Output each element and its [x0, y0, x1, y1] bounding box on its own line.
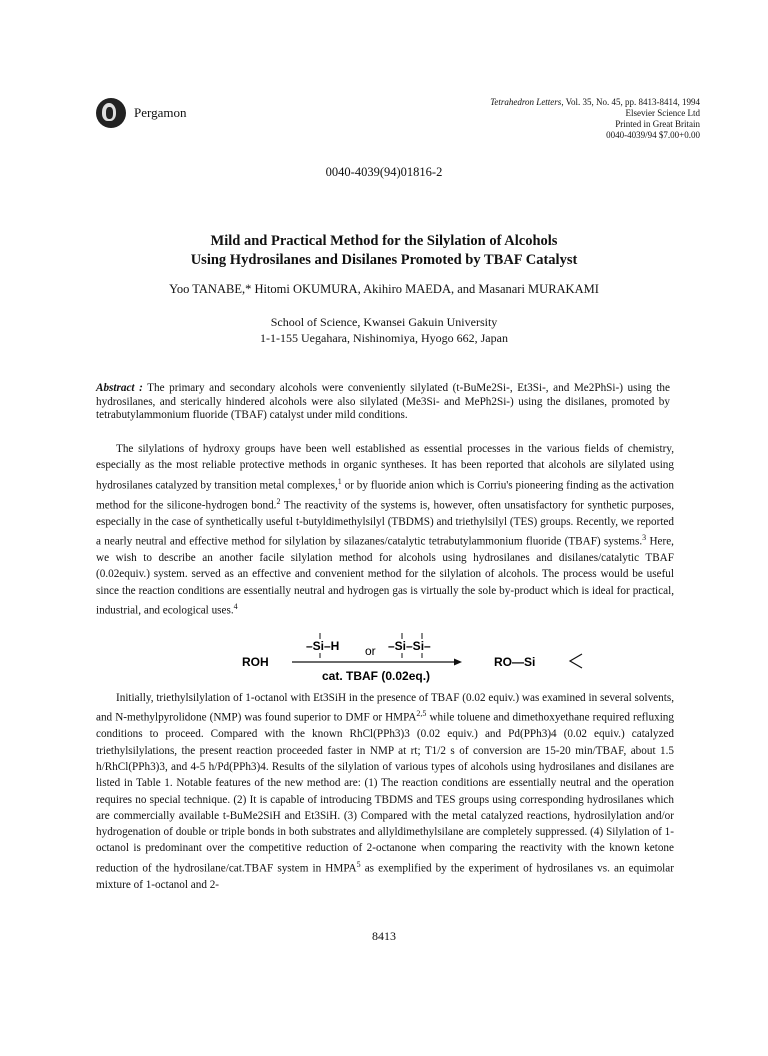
- publisher-block: [96, 98, 186, 128]
- substituent-bonds-icon: [570, 654, 582, 668]
- title-line-1: Mild and Practical Method for the Silylation of Alcohols: [210, 233, 558, 249]
- disilane-label: –Si–Si–: [388, 639, 431, 653]
- body-paragraph-1: The silylations of hydroxy groups have been well established as essential processes in the various fields of chemistry, especially as the most reliable protective methods in organic syntheses. It has been reported that alcohols are silylated using hydrosilanes catalyzed by transition metal complexes,$^1$ or by fluoride anion which is Corriu's pioneering finding as the activation method for the silicone-hydrogen bond.$^2$ The reactivity of the systems is, however, often unsatisfactory for synthetic purposes, especially in the case of synthetically useful t-butyldimethylsilyl (TBDMS) and triethylsilyl (TES) groups. Recently, we reported a nearly neutral and effective method for silylation by silazanes/catalytic tetrabutylammonium fluoride (TBAF) systems.$^3$ Here, we wish to describe an another facile silylation method for alcohols using hydrosilanes and disilanes/catalytic TBAF (0.02equiv.) system. served as an effective and convenient method for the silylation of alcohols. The process would be useful since the reaction conditions are essentially neutral and hydrogen gas is virtually the sole by-product which is ideal for practical, industrial, and ecological uses.$^4$: [96, 443, 674, 617]
- reference-mark: 5: [356, 859, 361, 869]
- abstract: [96, 382, 670, 423]
- citation-block: [490, 97, 700, 141]
- catalyst-label: cat. TBAF (0.02eq.): [322, 669, 431, 683]
- publisher-name: Pergamon: [134, 105, 187, 120]
- hydrosilane-label: –Si–H: [306, 639, 340, 653]
- arrowhead-icon: [454, 659, 462, 666]
- product-label: RO—Si: [494, 655, 536, 669]
- title-line-2: Using Hydrosilanes and Disilanes Promoted by TBAF Catalyst: [190, 252, 578, 268]
- affiliation: [60, 314, 708, 346]
- page-number: 8413: [372, 929, 396, 943]
- article-code: 0040-4039(94)01816-2: [325, 165, 443, 179]
- reference-mark: 2,5: [416, 709, 427, 719]
- author-list: Yoo TANABE,* Hitomi OKUMURA, Akihiro MAEDA, and Masanari MURAKAMI: [169, 282, 599, 296]
- paper-title: [60, 232, 708, 270]
- reaction-scheme: [96, 628, 674, 690]
- pergamon-logo-icon: [96, 98, 126, 128]
- citation-line: Printed in Great Britain: [615, 119, 700, 129]
- abstract-text: The primary and secondary alcohols were conveniently silylated (t-BuMe2Si-, Et3Si-, and Me2PhSi-) using the hydrosilanes, and sterically hindered alcohols were also silylated (Me3Si- and MePh2Si-) using the disilanes, promoted by tetrabutylammonium fluoride (TBAF) catalyst under mild conditions.: [96, 382, 670, 421]
- citation-line: Elsevier Science Ltd: [625, 108, 700, 118]
- abstract-label: Abstract :: [96, 382, 143, 394]
- body-paragraph-2: Initially, triethylsilylation of 1-octanol with Et3SiH in the presence of TBAF (0.02 equiv.) was examined in several solvents, and N-methylpyrolidone (NMP) was found superior to DMF or HMPA$^{2,5}$ while toluene and dimethoxyethane required refluxing conditions to proceed. Compared with the known RhCl(PPh3)3 (0.02 equiv.) and Pd(PPh3)4 (0.02 equiv.) catalyzed triethylsilylations, the present reaction proceeded faster in NMP at rt; T1/2 s of conversion are 15-20 min/TBAF, about 1.5 h/RhCl(PPh3)3, and 4-5 h/Pd(PPh3)4. Results of the silylation of various types of alcohols using hydrosilanes and disilanes are listed in Table 1. Notable features of the new method are: (1) The reaction conditions are essentially neutral and the operation requires no special technique. (2) It is capable of introducing TBDMS and TES groups using corresponding hydrosilanes which are commercially available t-BuMe2SiH and Et3SiH. (3) Compared with the metal catalyzed reactions, hydrosilylation and/or hydrogenation of double or triple bonds in both substrates and allyldimethylsilane are completely suppressed. (4) Silylation of 1-octanol is predominant over the competitive reduction of 2-octanone when comparing the reactivity with the known ketone reduction of the hydrosilane/cat.TBAF system in HMPA$^5$ as exemplified by the experiment of hydrosilanes vs. an equimolar mixture of 1-octanol and 2-: [96, 692, 674, 891]
- reference-mark: 1: [337, 476, 342, 486]
- citation-line: Tetrahedron Letters, Vol. 35, No. 45, pp. 8413-8414, 1994: [490, 97, 700, 107]
- reference-mark: 4: [233, 601, 238, 611]
- or-label: or: [365, 644, 376, 658]
- reaction-scheme-graphic: [96, 628, 674, 690]
- affiliation-line-1: School of Science, Kwansei Gakuin University: [270, 315, 498, 329]
- affiliation-line-2: 1-1-155 Uegahara, Nishinomiya, Hyogo 662, Japan: [260, 331, 508, 345]
- reference-mark: 3: [642, 532, 647, 542]
- reference-mark: 2: [276, 496, 281, 506]
- reactant-label: ROH: [242, 655, 269, 669]
- citation-line: 0040-4039/94 $7.00+0.00: [606, 130, 700, 140]
